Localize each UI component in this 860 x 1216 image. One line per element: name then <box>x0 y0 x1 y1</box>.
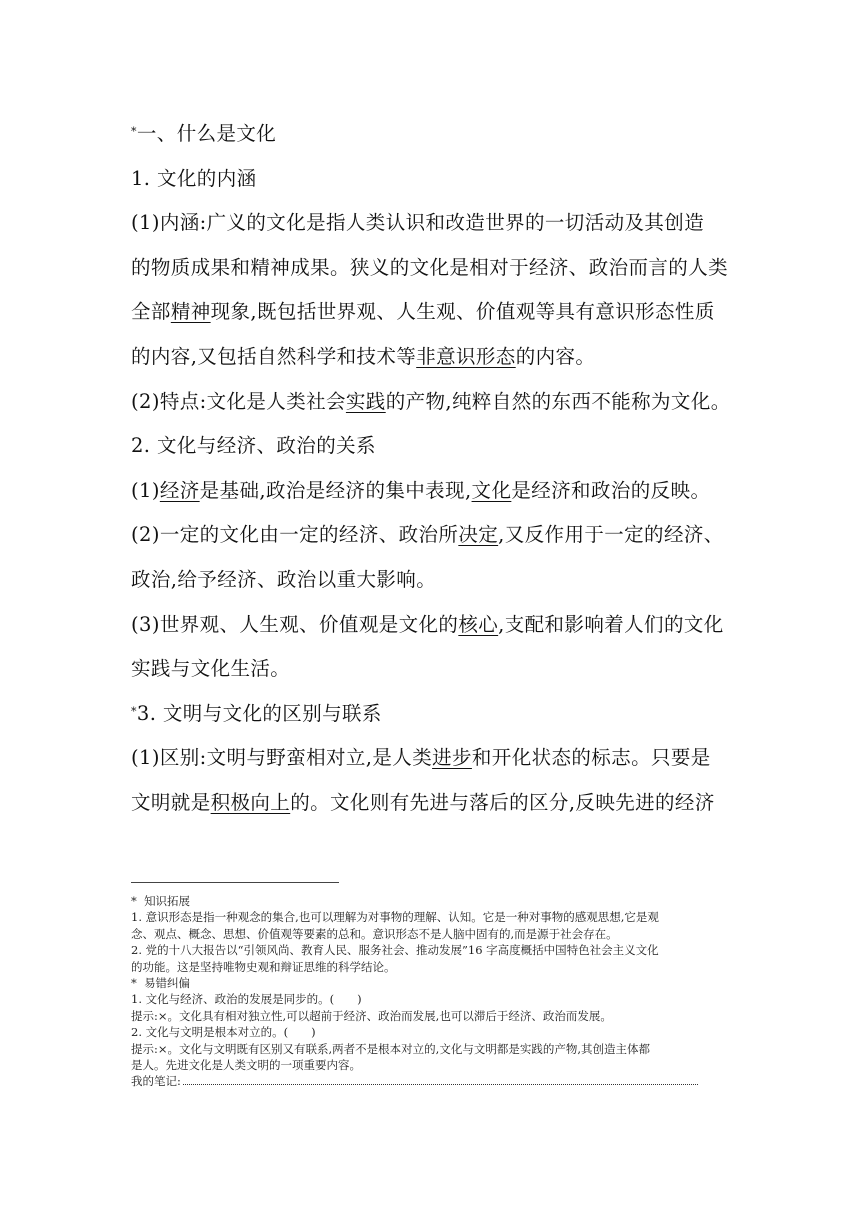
underlined-term: 非意识形态 <box>416 344 516 368</box>
underlined-term: 进步 <box>432 746 472 770</box>
answer-line: 提示:×。文化具有相对独立性,可以超前于经济、政治而发展,也可以滞后于经济、政治而发展。 <box>131 1008 612 1023</box>
underlined-term: 核心 <box>458 612 499 636</box>
footnote-divider <box>131 882 339 883</box>
my-notes-line[interactable] <box>131 1073 751 1089</box>
paragraph-line: 的物质成果和精神成果。狭义的文化是相对于经济、政治而言的人类 <box>131 255 729 279</box>
section-title: *一、什么是文化 <box>131 122 277 145</box>
paragraph-line: 的内容,又包括自然科学和技术等非意识形态的内容。 <box>131 344 596 368</box>
star-mark: * <box>131 704 137 718</box>
underlined-term: 决定 <box>458 523 499 547</box>
note-line: 2. 党的十八大报告以“引领风尚、教育人民、服务社会、推动发展”16 字高度概括中国特色社会主义文化 <box>131 943 659 958</box>
paragraph-line: 全部精神现象,既包括世界观、人生观、价值观等具有意识形态性质 <box>131 300 715 324</box>
star-mark: * <box>131 125 137 138</box>
heading-3: *3. 文明与文化的区别与联系 <box>131 701 382 725</box>
paragraph-line: (3)世界观、人生观、价值观是文化的核心,支配和影响着人们的文化 <box>131 612 724 636</box>
underlined-term: 文化 <box>471 478 512 502</box>
paragraph-line: 实践与文化生活。 <box>131 657 291 681</box>
underlined-term: 精神 <box>170 300 211 324</box>
question-line: 1. 文化与经济、政治的发展是同步的。( ) <box>131 992 362 1007</box>
paragraph-line: 文明就是积极向上的。文化则有先进与落后的区分,反映先进的经济 <box>131 790 715 814</box>
underlined-term: 经济 <box>159 478 200 502</box>
main-content <box>131 112 743 826</box>
answer-line: 提示:×。文化与文明既有区别又有联系,两者不是根本对立的,文化与文明都是实践的产物,其创造主体都 <box>131 1041 650 1056</box>
paragraph-line: (1)经济是基础,政治是经济的集中表现,文化是经济和政治的反映。 <box>131 478 711 502</box>
my-notes-dotted-field[interactable] <box>183 1073 698 1085</box>
paragraph-line: (1)内涵:广义的文化是指人类认识和改造世界的一切活动及其创造 <box>131 211 705 235</box>
underlined-term: 积极向上 <box>210 790 291 814</box>
error-correction-heading: * 易错纠偏 <box>131 976 191 991</box>
my-notes-label: 我的笔记: <box>131 1074 181 1089</box>
underlined-term: 实践 <box>345 389 386 413</box>
answer-line: 是人。先进文化是人类文明的一项重要内容。 <box>131 1058 361 1073</box>
note-line: 念、观点、概念、思想、价值观等要素的总和。意识形态不是人脑中固有的,而是源于社会存在。 <box>131 926 618 941</box>
question-line: 2. 文化与文明是根本对立的。( ) <box>131 1025 316 1040</box>
note-line: 的功能。这是坚持唯物史观和辩证思维的科学结论。 <box>131 959 396 974</box>
paragraph-line: 政治,给予经济、政治以重大影响。 <box>131 567 437 591</box>
heading-1: 1. 文化的内涵 <box>131 166 257 190</box>
paragraph-line: (2)一定的文化由一定的经济、政治所决定,又反作用于一定的经济、 <box>131 523 724 547</box>
knowledge-heading: * 知识拓展 <box>131 894 191 908</box>
footnotes <box>131 893 751 1090</box>
note-line: 1. 意识形态是指一种观念的集合,也可以理解为对事物的理解、认知。它是一种对事物的感观思想,它是观 <box>131 910 659 925</box>
paragraph-line: (2)特点:文化是人类社会实践的产物,纯粹自然的东西不能称为文化。 <box>131 389 731 413</box>
heading-2: 2. 文化与经济、政治的关系 <box>131 434 376 458</box>
paragraph-line: (1)区别:文明与野蛮相对立,是人类进步和开化状态的标志。只要是 <box>131 746 711 770</box>
